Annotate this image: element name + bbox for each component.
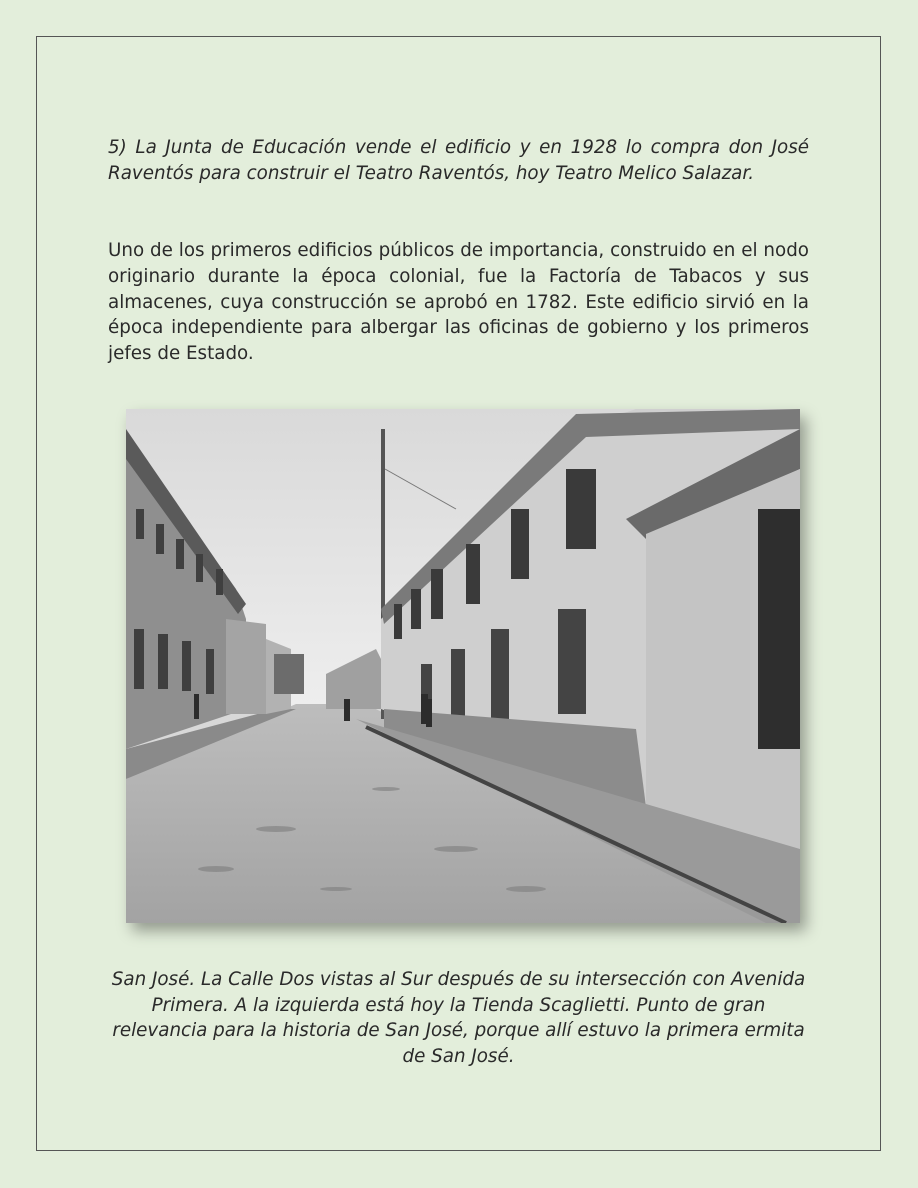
historic-street-photo <box>126 409 800 923</box>
paragraph-factoria: Uno de los primeros edificios públicos de importancia, construido en el nodo originario durante la época colonial, fue la Factoría de Tabacos y sus almacenes, cuya construcción se aprobó en 1782. Este edificio sirvió en la época independiente para albergar las oficinas de gobierno y los primeros jefes de Estado. <box>108 240 809 365</box>
paragraph-teatro: 5) La Junta de Educación vende el edificio y en 1928 lo compra don José Raventós para construir el Teatro Raventós, hoy Teatro Melico Salazar. <box>108 137 809 184</box>
photo-caption: San José. La Calle Dos vistas al Sur después de su intersección con Avenida Primera. A la izquierda está hoy la Tienda Scaglietti. Punto de gran relevancia para la historia de San José, porque allí estuvo la primera ermita de San José. <box>111 969 806 1067</box>
